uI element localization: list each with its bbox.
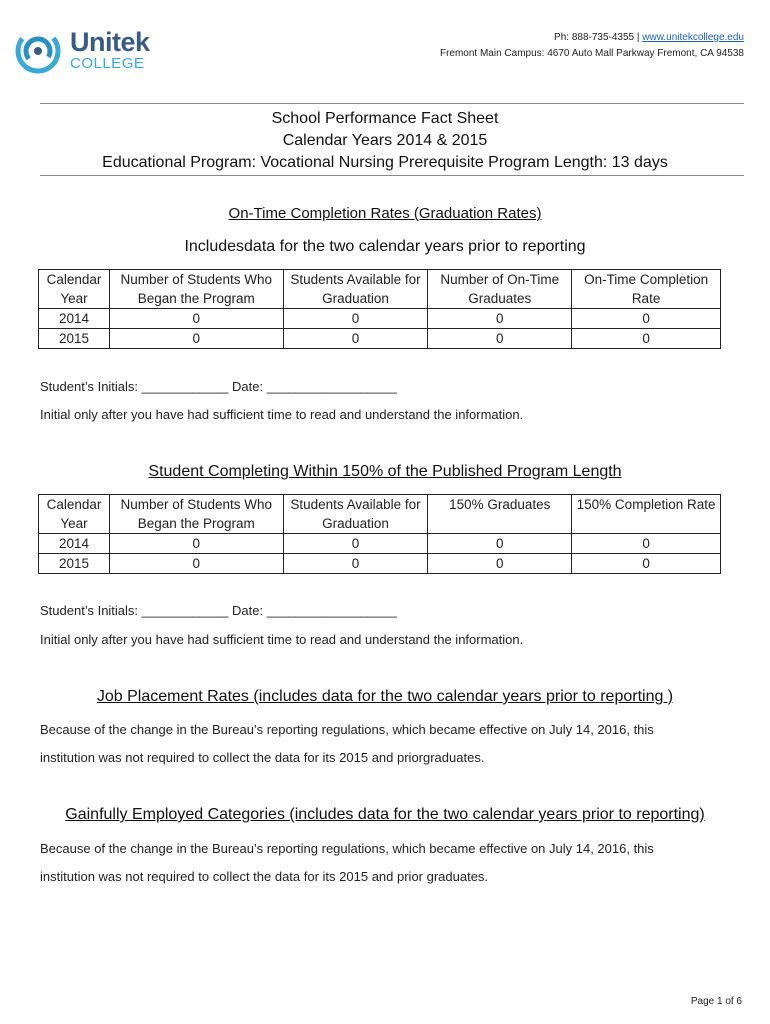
table-cell: 0: [283, 309, 428, 329]
logo-sub-text: COLLEGE: [70, 55, 145, 72]
column-header: Number of Students Who Began the Program: [109, 495, 283, 534]
section1-heading: On-Time Completion Rates (Graduation Rates): [228, 205, 542, 222]
title-divider: [40, 175, 744, 176]
contact-info: [440, 30, 744, 62]
title-line-2: Calendar Years 2014 & 2015: [282, 132, 488, 149]
column-header: On-Time Completion Rate: [572, 270, 721, 309]
phone-line: [440, 30, 744, 46]
table-header-row: [39, 270, 721, 309]
unitek-logo: [14, 26, 164, 76]
column-header: 150% Completion Rate: [572, 495, 721, 534]
website-link[interactable]: www.unitekcollege.edu: [642, 32, 744, 43]
table-cell: 2015: [39, 329, 110, 349]
logo-brand-text: Unitek: [70, 27, 150, 57]
column-header: 150% Graduates: [428, 495, 572, 534]
table-row: [39, 554, 721, 574]
table-cell: 0: [283, 554, 428, 574]
title-line-1: School Performance Fact Sheet: [271, 110, 499, 127]
table-cell: 0: [283, 329, 428, 349]
section4-line-2: institution was not required to collect the data for its 2015 and prior graduates.: [40, 869, 489, 884]
table-cell: 0: [283, 534, 428, 554]
campus-address: Fremont Main Campus: 4670 Auto Mall Parkway Fremont, CA 94538: [439, 48, 744, 59]
document-title: [0, 108, 770, 174]
phone-text: Ph: 888-735-4355 |: [554, 32, 643, 43]
section2-initials-note: Initial only after you have had sufficient time to read and understand the information.: [40, 632, 524, 647]
column-header: Students Available for Graduation: [283, 270, 428, 309]
table-header-row: [39, 495, 721, 534]
column-header: Calendar Year: [39, 495, 110, 534]
table-cell: 0: [428, 534, 572, 554]
column-header: Number of On-Time Graduates: [428, 270, 572, 309]
table-cell: 0: [572, 309, 721, 329]
header-divider: [40, 103, 744, 104]
table-cell: 0: [428, 309, 572, 329]
title-line-3: Educational Program: Vocational Nursing Prerequisite Program Length: 13 days: [102, 154, 668, 171]
page-number: Page 1 of 6: [690, 996, 742, 1007]
column-header: Calendar Year: [39, 270, 110, 309]
section4-heading: Gainfully Employed Categories (includes data for the two calendar years prior to reporting): [65, 806, 705, 823]
table-cell: 0: [428, 554, 572, 574]
table-row: [39, 329, 721, 349]
column-header: Number of Students Who Began the Program: [109, 270, 283, 309]
table-row: [39, 309, 721, 329]
completion-rates-table: [38, 269, 721, 349]
section2-heading: Student Completing Within 150% of the Published Program Length: [148, 463, 622, 480]
section3-line-1: Because of the change in the Bureau’s reporting regulations, which became effective on July 14, 2016, this: [40, 722, 654, 737]
section1-subheading: Includesdata for the two calendar years prior to reporting: [184, 238, 586, 255]
section3-heading: Job Placement Rates (includes data for the two calendar years prior to reporting ): [96, 688, 674, 705]
table-cell: 0: [109, 309, 283, 329]
section4-line-1: Because of the change in the Bureau’s reporting regulations, which became effective on July 14, 2016, this: [40, 841, 654, 856]
unitek-logo-icon: [14, 26, 64, 76]
table-cell: 2015: [39, 554, 110, 574]
column-header: Students Available for Graduation: [283, 495, 428, 534]
table-cell: 0: [572, 329, 721, 349]
table-cell: 0: [109, 554, 283, 574]
section3-line-2: institution was not required to collect the data for its 2015 and priorgraduates.: [40, 750, 485, 765]
table-cell: 0: [109, 329, 283, 349]
table-cell: 2014: [39, 309, 110, 329]
table-row: [39, 534, 721, 554]
section1-initials-note: Initial only after you have had sufficient time to read and understand the information.: [40, 407, 524, 422]
table-cell: 0: [572, 534, 721, 554]
table-cell: 2014: [39, 534, 110, 554]
table-cell: 0: [109, 534, 283, 554]
table-cell: 0: [572, 554, 721, 574]
section1-initials: Student’s Initials: ____________ Date: __________________: [40, 379, 397, 394]
table-cell: 0: [428, 329, 572, 349]
section2-initials: Student’s Initials: ____________ Date: __________________: [40, 603, 397, 618]
completion-150-table: [38, 494, 721, 574]
